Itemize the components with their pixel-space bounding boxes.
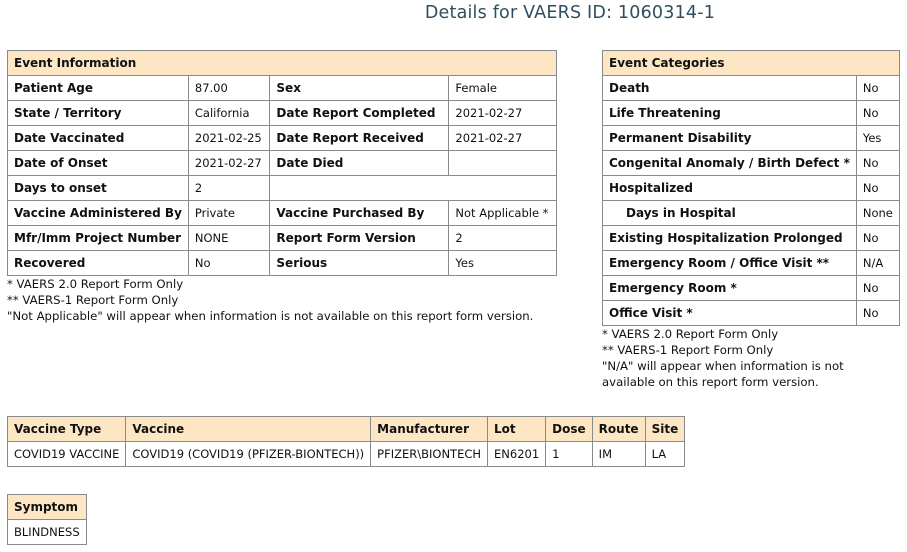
table-row (603, 276, 900, 301)
date-report-received-value: 2021-02-27 (449, 126, 557, 151)
date-of-onset-value: 2021-02-27 (188, 151, 270, 176)
category-label: Permanent Disability (603, 126, 857, 151)
category-value: N/A (856, 251, 899, 276)
serious-value: Yes (449, 251, 557, 276)
table-row (8, 226, 557, 251)
category-value: No (856, 301, 899, 326)
table-row (603, 101, 900, 126)
table-row (8, 76, 557, 101)
category-value: No (856, 226, 899, 251)
category-value: No (856, 101, 899, 126)
table-row (8, 151, 557, 176)
date-report-received-label: Date Report Received (270, 126, 449, 151)
site-cell: LA (645, 442, 685, 467)
footnote: "Not Applicable" will appear when information is not available on this report form version. (7, 309, 534, 323)
category-label: Death (603, 76, 857, 101)
table-row (603, 201, 900, 226)
footnote: * VAERS 2.0 Report Form Only (602, 327, 779, 341)
manufacturer-cell: PFIZER\BIONTECH (371, 442, 488, 467)
category-value: None (856, 201, 899, 226)
table-row (603, 151, 900, 176)
footnote: ** VAERS-1 Report Form Only (7, 293, 179, 307)
page-title: Details for VAERS ID: 1060314-1 (424, 3, 716, 23)
table-row (8, 251, 557, 276)
event-information-table (7, 50, 557, 276)
footnote: "N/A" will appear when information is not (602, 359, 844, 373)
patient-age-label: Patient Age (8, 76, 189, 101)
symptom-header: Symptom (8, 495, 87, 520)
category-label: Congenital Anomaly / Birth Defect * (603, 151, 857, 176)
category-label: Office Visit * (603, 301, 857, 326)
date-died-value (449, 151, 557, 176)
state-label: State / Territory (8, 101, 189, 126)
table-row (603, 301, 900, 326)
vaccine-purchased-by-label: Vaccine Purchased By (270, 201, 449, 226)
table-row (8, 101, 557, 126)
vaccine-type-cell: COVID19 VACCINE (8, 442, 126, 467)
table-row (8, 442, 685, 467)
footnote: available on this report form version. (602, 375, 819, 389)
table-row (603, 251, 900, 276)
report-form-version-label: Report Form Version (270, 226, 449, 251)
state-value: California (188, 101, 270, 126)
event-information-notes (7, 276, 533, 324)
mfr-project-number-label: Mfr/Imm Project Number (8, 226, 189, 251)
days-to-onset-label: Days to onset (8, 176, 189, 201)
table-row (8, 176, 557, 201)
table-header-row (8, 417, 685, 442)
table-row (8, 520, 87, 545)
route-cell: IM (592, 442, 645, 467)
patient-age-value: 87.00 (188, 76, 270, 101)
category-value: No (856, 276, 899, 301)
date-of-onset-label: Date of Onset (8, 151, 189, 176)
symptom-table (7, 494, 87, 545)
category-value: No (856, 76, 899, 101)
category-label: Existing Hospitalization Prolonged (603, 226, 857, 251)
recovered-value: No (188, 251, 270, 276)
manufacturer-header: Manufacturer (371, 417, 488, 442)
serious-label: Serious (270, 251, 449, 276)
table-row (603, 226, 900, 251)
sex-value: Female (449, 76, 557, 101)
lot-cell: EN6201 (488, 442, 546, 467)
date-vaccinated-value: 2021-02-25 (188, 126, 270, 151)
category-label: Emergency Room * (603, 276, 857, 301)
site-header: Site (645, 417, 685, 442)
dose-cell: 1 (546, 442, 593, 467)
vaccine-administered-by-value: Private (188, 201, 270, 226)
date-report-completed-value: 2021-02-27 (449, 101, 557, 126)
route-header: Route (592, 417, 645, 442)
recovered-label: Recovered (8, 251, 189, 276)
symptom-cell: BLINDNESS (8, 520, 87, 545)
dose-header: Dose (546, 417, 593, 442)
date-vaccinated-label: Date Vaccinated (8, 126, 189, 151)
vaccine-cell: COVID19 (COVID19 (PFIZER-BIONTECH)) (126, 442, 371, 467)
category-value: No (856, 176, 899, 201)
vaccine-type-header: Vaccine Type (8, 417, 126, 442)
event-categories-header: Event Categories (603, 51, 900, 76)
table-row (603, 76, 900, 101)
days-to-onset-value: 2 (188, 176, 270, 201)
event-information-header: Event Information (8, 51, 557, 76)
category-value: Yes (856, 126, 899, 151)
mfr-project-number-value: NONE (188, 226, 270, 251)
table-row (8, 126, 557, 151)
category-label: Hospitalized (603, 176, 857, 201)
category-value: No (856, 151, 899, 176)
empty-cell (270, 176, 557, 201)
table-row (8, 201, 557, 226)
category-label: Days in Hospital (603, 201, 857, 226)
category-label: Life Threatening (603, 101, 857, 126)
sex-label: Sex (270, 76, 449, 101)
vaccine-purchased-by-value: Not Applicable * (449, 201, 557, 226)
category-label: Emergency Room / Office Visit ** (603, 251, 857, 276)
table-row (603, 126, 900, 151)
vaccine-administered-by-label: Vaccine Administered By (8, 201, 189, 226)
vaccine-header: Vaccine (126, 417, 371, 442)
footnote: ** VAERS-1 Report Form Only (602, 343, 774, 357)
date-died-label: Date Died (270, 151, 449, 176)
date-report-completed-label: Date Report Completed (270, 101, 449, 126)
vaccine-table (7, 416, 685, 467)
table-row (603, 176, 900, 201)
footnote: * VAERS 2.0 Report Form Only (7, 277, 184, 291)
report-form-version-value: 2 (449, 226, 557, 251)
event-categories-table (602, 50, 900, 326)
lot-header: Lot (488, 417, 546, 442)
event-categories-notes (602, 326, 844, 390)
